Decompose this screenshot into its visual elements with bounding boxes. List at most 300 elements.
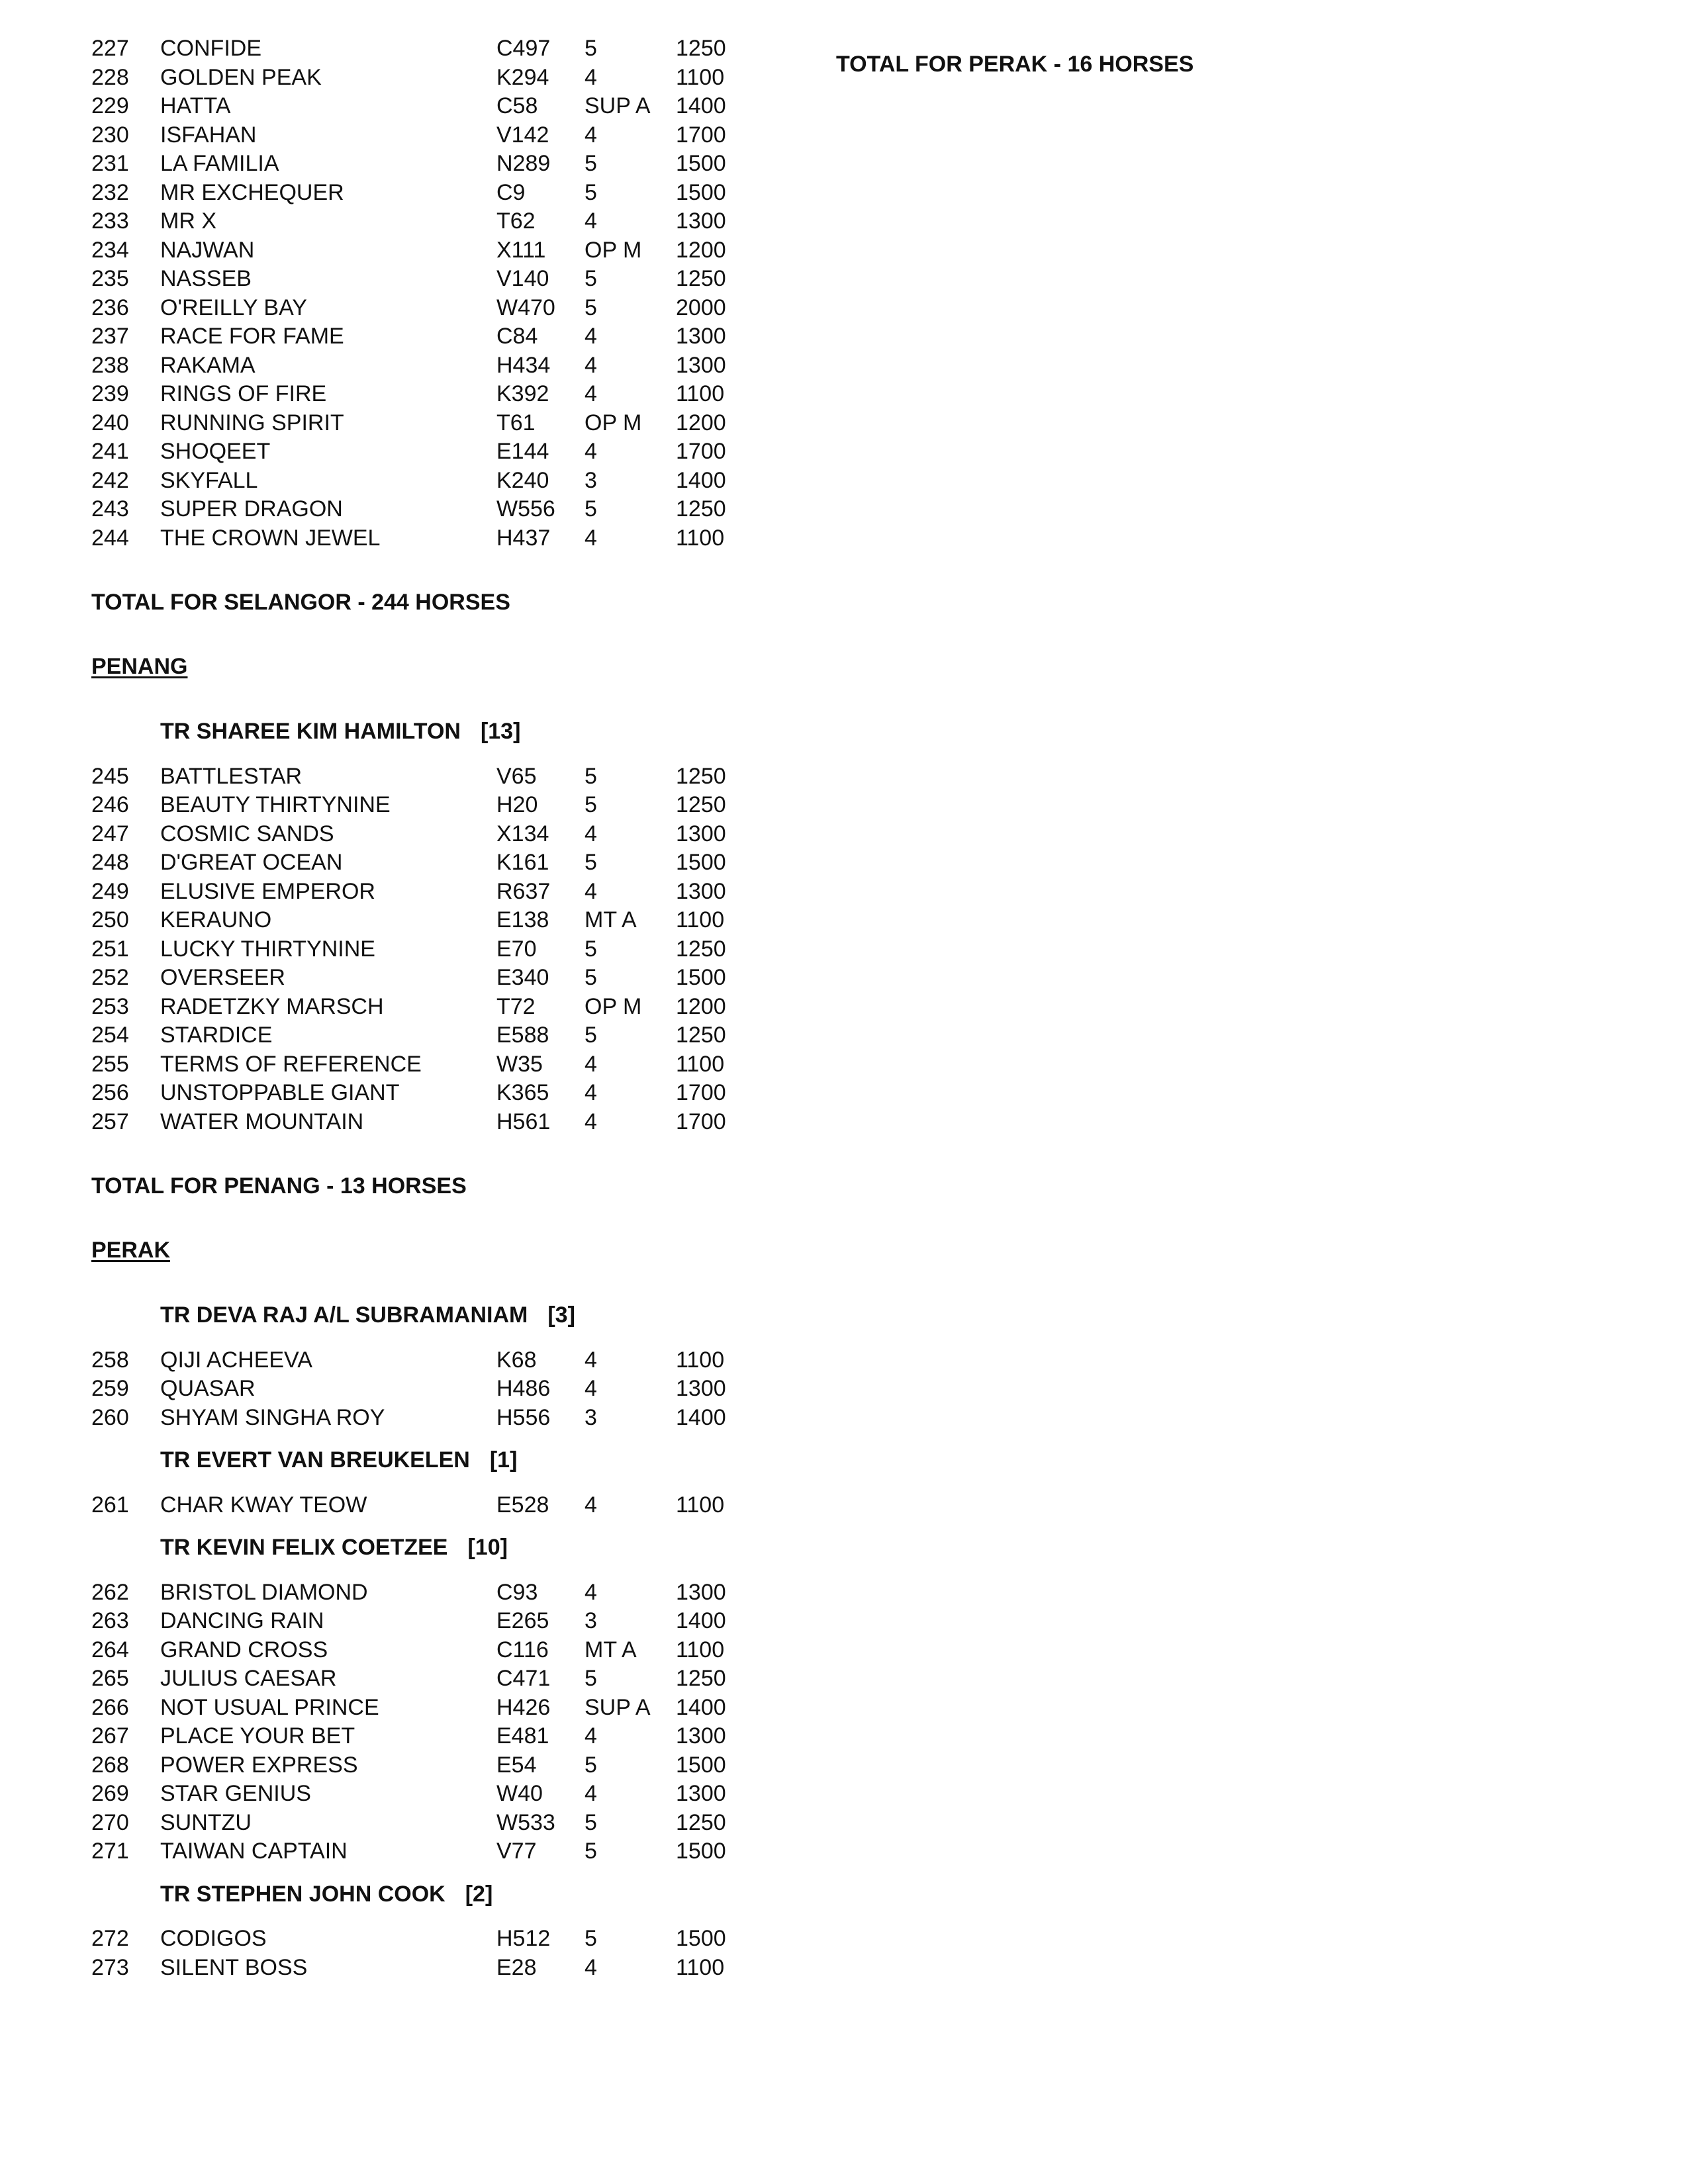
horse-class: 4 xyxy=(585,1376,597,1401)
horse-name: SUNTZU xyxy=(160,1809,252,1835)
horse-distance: 1100 xyxy=(676,907,725,933)
horse-number: 236 xyxy=(91,295,129,320)
trainer-heading xyxy=(91,1880,786,1909)
horse-name: MR EXCHEQUER xyxy=(160,179,344,205)
horse-number: 263 xyxy=(91,1608,129,1633)
horse-number: 254 xyxy=(91,1023,129,1048)
selangor-total: TOTAL FOR SELANGOR - 244 HORSES xyxy=(91,590,510,615)
horse-row xyxy=(91,409,786,438)
horse-code: E54 xyxy=(496,1752,537,1778)
horse-class: OP M xyxy=(585,410,642,435)
horse-code: H20 xyxy=(496,792,538,817)
horse-number: 243 xyxy=(91,496,129,522)
horse-number: 247 xyxy=(91,821,129,846)
horse-distance: 1100 xyxy=(676,381,725,406)
horse-name: GRAND CROSS xyxy=(160,1637,328,1662)
horse-row xyxy=(91,1108,786,1137)
horse-row xyxy=(91,1404,786,1433)
horse-code: T61 xyxy=(496,410,536,435)
horse-name: HATTA xyxy=(160,93,231,118)
horse-number: 246 xyxy=(91,792,129,817)
penang-total: TOTAL FOR PENANG - 13 HORSES xyxy=(91,1173,467,1199)
horse-code: N289 xyxy=(496,151,551,176)
horse-number: 267 xyxy=(91,1723,129,1749)
horse-distance: 1250 xyxy=(676,36,726,61)
horse-number: 264 xyxy=(91,1637,129,1662)
horse-number: 248 xyxy=(91,850,129,875)
horse-code: V140 xyxy=(496,266,549,291)
horse-row xyxy=(91,935,786,964)
horse-row xyxy=(91,467,786,496)
trainer-horse-count: [2] xyxy=(465,1881,493,1907)
horse-row xyxy=(91,878,786,907)
horse-number: 252 xyxy=(91,965,129,990)
horse-number: 268 xyxy=(91,1752,129,1778)
horse-class: 5 xyxy=(585,179,597,205)
horse-class: 5 xyxy=(585,36,597,61)
horse-class: 5 xyxy=(585,1023,597,1048)
horse-name: BEAUTY THIRTYNINE xyxy=(160,792,391,817)
horse-class: 4 xyxy=(585,1954,597,1980)
horse-code: C497 xyxy=(496,36,551,61)
horse-name: MR X xyxy=(160,208,216,234)
horse-name: OVERSEER xyxy=(160,965,285,990)
horse-name: BATTLESTAR xyxy=(160,763,303,789)
horse-code: H437 xyxy=(496,525,551,551)
horse-name: JULIUS CAESAR xyxy=(160,1666,337,1691)
horse-row xyxy=(91,964,786,993)
horse-name: PLACE YOUR BET xyxy=(160,1723,355,1749)
horse-name: QIJI ACHEEVA xyxy=(160,1347,312,1373)
horse-code: V65 xyxy=(496,763,537,789)
horse-class: 4 xyxy=(585,821,597,846)
horse-distance: 1100 xyxy=(676,1051,725,1077)
horse-name: BRISTOL DIAMOND xyxy=(160,1579,368,1605)
horse-code: V77 xyxy=(496,1839,537,1864)
trainer-horse-count: [10] xyxy=(467,1535,508,1560)
horse-row xyxy=(91,820,786,849)
horse-class: 4 xyxy=(585,1723,597,1749)
horse-number: 230 xyxy=(91,122,129,148)
horse-code: W533 xyxy=(496,1809,555,1835)
trainer-name: TR STEPHEN JOHN COOK xyxy=(160,1881,445,1907)
horse-distance: 1500 xyxy=(676,179,726,205)
horse-row xyxy=(91,848,786,878)
horse-code: K161 xyxy=(496,850,549,875)
horse-class: 3 xyxy=(585,1404,597,1430)
horse-class: 3 xyxy=(585,467,597,493)
horse-row xyxy=(91,380,786,409)
horse-name: ISFAHAN xyxy=(160,122,257,148)
horse-distance: 1250 xyxy=(676,792,726,817)
region-heading-penang: PENANG xyxy=(91,653,188,679)
horse-row xyxy=(91,179,786,208)
horse-distance: 1250 xyxy=(676,1666,726,1691)
horse-class: OP M xyxy=(585,993,642,1019)
horse-class: 4 xyxy=(585,64,597,90)
horse-distance: 1300 xyxy=(676,324,726,349)
horse-name: GOLDEN PEAK xyxy=(160,64,322,90)
horse-name: UNSTOPPABLE GIANT xyxy=(160,1080,400,1105)
horse-code: H556 xyxy=(496,1404,551,1430)
horse-code: T62 xyxy=(496,208,536,234)
horse-class: 5 xyxy=(585,496,597,522)
horse-number: 266 xyxy=(91,1694,129,1720)
horse-code: C9 xyxy=(496,179,526,205)
horse-name: TAIWAN CAPTAIN xyxy=(160,1839,348,1864)
horse-row xyxy=(91,265,786,294)
horse-class: SUP A xyxy=(585,93,651,118)
horse-row xyxy=(91,236,786,265)
horse-code: H434 xyxy=(496,352,551,378)
horse-number: 239 xyxy=(91,381,129,406)
horse-name: O'REILLY BAY xyxy=(160,295,307,320)
horse-class: 4 xyxy=(585,1051,597,1077)
horse-number: 244 xyxy=(91,525,129,551)
horse-class: 3 xyxy=(585,1608,597,1633)
horse-number: 241 xyxy=(91,439,129,464)
horse-distance: 1300 xyxy=(676,1579,726,1605)
horse-number: 229 xyxy=(91,93,129,118)
horse-code: E144 xyxy=(496,439,549,464)
region-heading-perak: PERAK xyxy=(91,1237,171,1263)
horse-number: 261 xyxy=(91,1492,129,1518)
trainer-heading xyxy=(91,717,786,747)
horse-class: 5 xyxy=(585,936,597,962)
horse-code: X111 xyxy=(496,237,546,263)
horse-row xyxy=(91,1664,786,1694)
penang-trainer-sections xyxy=(91,681,786,1136)
horse-number: 272 xyxy=(91,1926,129,1951)
horse-row xyxy=(91,906,786,935)
horse-row xyxy=(91,1491,786,1520)
trainer-heading xyxy=(91,1446,786,1475)
horse-code: K365 xyxy=(496,1080,549,1105)
horse-distance: 1500 xyxy=(676,1752,726,1778)
horse-name: SUPER DRAGON xyxy=(160,496,343,522)
trainer-heading xyxy=(91,1533,786,1563)
horse-class: 5 xyxy=(585,295,597,320)
horse-name: CODIGOS xyxy=(160,1926,267,1951)
horse-class: 5 xyxy=(585,792,597,817)
horse-row xyxy=(91,762,786,792)
horse-number: 227 xyxy=(91,36,129,61)
horse-row xyxy=(91,495,786,524)
horse-distance: 1400 xyxy=(676,467,726,493)
horse-distance: 1200 xyxy=(676,410,726,435)
horse-code: E70 xyxy=(496,936,537,962)
horse-name: D'GREAT OCEAN xyxy=(160,850,343,875)
horse-code: C58 xyxy=(496,93,538,118)
horse-name: LUCKY THIRTYNINE xyxy=(160,936,375,962)
horse-name: NASSEB xyxy=(160,266,252,291)
horse-number: 231 xyxy=(91,151,129,176)
horse-name: STAR GENIUS xyxy=(160,1781,311,1806)
horse-class: 4 xyxy=(585,1492,597,1518)
horse-code: H512 xyxy=(496,1926,551,1951)
horse-distance: 1400 xyxy=(676,93,726,118)
horse-class: 5 xyxy=(585,1666,597,1691)
horse-distance: 1700 xyxy=(676,1080,726,1105)
horse-class: 5 xyxy=(585,1752,597,1778)
horse-name: WATER MOUNTAIN xyxy=(160,1109,364,1134)
horse-row xyxy=(91,1722,786,1751)
horse-distance: 1250 xyxy=(676,936,726,962)
horse-name: LA FAMILIA xyxy=(160,151,279,176)
horse-class: 5 xyxy=(585,1839,597,1864)
horse-distance: 1300 xyxy=(676,1723,726,1749)
horse-class: 4 xyxy=(585,439,597,464)
horse-class: 4 xyxy=(585,1080,597,1105)
horse-distance: 1400 xyxy=(676,1404,726,1430)
trainer-name: TR EVERT VAN BREUKELEN xyxy=(160,1447,470,1473)
horse-code: K392 xyxy=(496,381,549,406)
horse-number: 238 xyxy=(91,352,129,378)
horse-number: 265 xyxy=(91,1666,129,1691)
horse-distance: 2000 xyxy=(676,295,726,320)
horse-number: 245 xyxy=(91,763,129,789)
horse-row xyxy=(91,294,786,323)
horse-code: E138 xyxy=(496,907,549,933)
horse-number: 242 xyxy=(91,467,129,493)
horse-name: DANCING RAIN xyxy=(160,1608,324,1633)
horse-distance: 1400 xyxy=(676,1694,726,1720)
horse-code: K294 xyxy=(496,64,549,90)
horse-code: C471 xyxy=(496,1666,551,1691)
horse-number: 249 xyxy=(91,878,129,904)
horse-name: ELUSIVE EMPEROR xyxy=(160,878,375,904)
selangor-horse-list xyxy=(91,34,786,553)
horse-name: NOT USUAL PRINCE xyxy=(160,1694,379,1720)
horse-row xyxy=(91,207,786,236)
horse-class: 4 xyxy=(585,1579,597,1605)
horse-distance: 1700 xyxy=(676,439,726,464)
horse-class: OP M xyxy=(585,237,642,263)
horse-name: RAKAMA xyxy=(160,352,256,378)
horse-code: H561 xyxy=(496,1109,551,1134)
horse-class: 5 xyxy=(585,151,597,176)
horse-number: 255 xyxy=(91,1051,129,1077)
horse-code: C93 xyxy=(496,1579,538,1605)
horse-row xyxy=(91,34,786,64)
horse-code: C84 xyxy=(496,324,538,349)
horse-row xyxy=(91,1578,786,1608)
trainer-name: TR SHAREE KIM HAMILTON xyxy=(160,719,461,744)
trainer-horse-count: [3] xyxy=(547,1302,575,1328)
horse-class: 5 xyxy=(585,266,597,291)
horse-class: SUP A xyxy=(585,1694,651,1720)
horse-row xyxy=(91,1050,786,1079)
horse-code: E28 xyxy=(496,1954,537,1980)
horse-code: E588 xyxy=(496,1023,549,1048)
horse-name: NAJWAN xyxy=(160,237,255,263)
horse-name: COSMIC SANDS xyxy=(160,821,334,846)
horse-name: QUASAR xyxy=(160,1376,256,1401)
horse-distance: 1300 xyxy=(676,821,726,846)
horse-row xyxy=(91,1346,786,1375)
horse-row xyxy=(91,1780,786,1809)
horse-code: H426 xyxy=(496,1694,551,1720)
horse-row xyxy=(91,1607,786,1636)
horse-name: RADETZKY MARSCH xyxy=(160,993,384,1019)
horse-number: 273 xyxy=(91,1954,129,1980)
horse-distance: 1500 xyxy=(676,965,726,990)
horse-number: 251 xyxy=(91,936,129,962)
horse-number: 271 xyxy=(91,1839,129,1864)
trainer-heading xyxy=(91,1301,786,1330)
horse-name: SHYAM SINGHA ROY xyxy=(160,1404,385,1430)
horse-class: 4 xyxy=(585,1781,597,1806)
horse-distance: 1700 xyxy=(676,1109,726,1134)
horse-name: SILENT BOSS xyxy=(160,1954,308,1980)
horse-class: 5 xyxy=(585,1809,597,1835)
horse-number: 269 xyxy=(91,1781,129,1806)
horse-distance: 1250 xyxy=(676,1809,726,1835)
horse-class: 4 xyxy=(585,878,597,904)
horse-number: 258 xyxy=(91,1347,129,1373)
horse-name: POWER EXPRESS xyxy=(160,1752,358,1778)
horse-distance: 1300 xyxy=(676,1781,726,1806)
horse-number: 234 xyxy=(91,237,129,263)
horse-distance: 1500 xyxy=(676,151,726,176)
horse-number: 257 xyxy=(91,1109,129,1134)
horse-row xyxy=(91,1636,786,1665)
trainer-horse-count: [1] xyxy=(489,1447,518,1473)
horse-class: 5 xyxy=(585,763,597,789)
horse-class: 4 xyxy=(585,352,597,378)
horse-name: CONFIDE xyxy=(160,36,261,61)
horse-distance: 1100 xyxy=(676,64,725,90)
horse-code: V142 xyxy=(496,122,549,148)
horse-row xyxy=(91,1925,786,1954)
horse-row xyxy=(91,1954,786,1983)
horse-class: 4 xyxy=(585,381,597,406)
trainer-horse-count: [13] xyxy=(480,719,521,744)
horse-distance: 1500 xyxy=(676,1926,726,1951)
horse-number: 240 xyxy=(91,410,129,435)
horse-code: H486 xyxy=(496,1376,551,1401)
horse-row xyxy=(91,1837,786,1866)
horse-listing-column xyxy=(91,34,786,1982)
horse-distance: 1300 xyxy=(676,1376,726,1401)
horse-code: K240 xyxy=(496,467,549,493)
horse-row xyxy=(91,1079,786,1108)
perak-total: TOTAL FOR PERAK - 16 HORSES xyxy=(836,52,1194,77)
horse-number: 233 xyxy=(91,208,129,234)
horse-row xyxy=(91,1809,786,1838)
horse-code: W40 xyxy=(496,1781,543,1806)
horse-row xyxy=(91,791,786,820)
horse-class: MT A xyxy=(585,907,637,933)
horse-class: 5 xyxy=(585,965,597,990)
horse-code: K68 xyxy=(496,1347,537,1373)
horse-distance: 1400 xyxy=(676,1608,726,1633)
horse-name: STARDICE xyxy=(160,1023,273,1048)
horse-number: 270 xyxy=(91,1809,129,1835)
horse-distance: 1200 xyxy=(676,237,726,263)
horse-row xyxy=(91,993,786,1022)
horse-number: 262 xyxy=(91,1579,129,1605)
horse-distance: 1100 xyxy=(676,1954,725,1980)
horse-code: E481 xyxy=(496,1723,549,1749)
horse-name: KERAUNO xyxy=(160,907,272,933)
horse-distance: 1700 xyxy=(676,122,726,148)
horse-number: 256 xyxy=(91,1080,129,1105)
horse-row xyxy=(91,322,786,351)
horse-number: 259 xyxy=(91,1376,129,1401)
horse-name: RUNNING SPIRIT xyxy=(160,410,344,435)
horse-row xyxy=(91,351,786,381)
horse-distance: 1500 xyxy=(676,850,726,875)
horse-code: E528 xyxy=(496,1492,549,1518)
horse-name: CHAR KWAY TEOW xyxy=(160,1492,367,1518)
horse-code: W470 xyxy=(496,295,555,320)
horse-distance: 1100 xyxy=(676,1347,725,1373)
horse-class: 4 xyxy=(585,122,597,148)
horse-distance: 1100 xyxy=(676,1637,725,1662)
horse-class: 4 xyxy=(585,525,597,551)
horse-row xyxy=(91,1021,786,1050)
perak-trainer-sections xyxy=(91,1265,786,1982)
horse-number: 232 xyxy=(91,179,129,205)
horse-class: 4 xyxy=(585,208,597,234)
horse-distance: 1300 xyxy=(676,208,726,234)
horse-distance: 1250 xyxy=(676,763,726,789)
horse-code: X134 xyxy=(496,821,549,846)
horse-distance: 1300 xyxy=(676,352,726,378)
horse-number: 237 xyxy=(91,324,129,349)
horse-number: 260 xyxy=(91,1404,129,1430)
horse-number: 228 xyxy=(91,64,129,90)
horse-row xyxy=(91,524,786,553)
horse-name: SHOQEET xyxy=(160,439,271,464)
horse-row xyxy=(91,1694,786,1723)
horse-distance: 1250 xyxy=(676,1023,726,1048)
horse-code: W35 xyxy=(496,1051,543,1077)
horse-number: 253 xyxy=(91,993,129,1019)
horse-distance: 1250 xyxy=(676,266,726,291)
horse-class: 5 xyxy=(585,1926,597,1951)
horse-row xyxy=(91,150,786,179)
horse-distance: 1100 xyxy=(676,1492,725,1518)
horse-class: 5 xyxy=(585,850,597,875)
horse-distance: 1250 xyxy=(676,496,726,522)
horse-class: 4 xyxy=(585,1347,597,1373)
horse-name: THE CROWN JEWEL xyxy=(160,525,381,551)
horse-distance: 1200 xyxy=(676,993,726,1019)
horse-class: 4 xyxy=(585,324,597,349)
horse-name: TERMS OF REFERENCE xyxy=(160,1051,422,1077)
horse-distance: 1500 xyxy=(676,1839,726,1864)
horse-name: SKYFALL xyxy=(160,467,258,493)
horse-row xyxy=(91,1375,786,1404)
horse-code: E265 xyxy=(496,1608,549,1633)
horse-distance: 1300 xyxy=(676,878,726,904)
horse-row xyxy=(91,92,786,121)
horse-name: RINGS OF FIRE xyxy=(160,381,327,406)
horse-class: 4 xyxy=(585,1109,597,1134)
horse-row xyxy=(91,437,786,467)
trainer-name: TR DEVA RAJ A/L SUBRAMANIAM xyxy=(160,1302,528,1328)
horse-code: W556 xyxy=(496,496,555,522)
horse-row xyxy=(91,121,786,150)
horse-distance: 1100 xyxy=(676,525,725,551)
horse-code: T72 xyxy=(496,993,536,1019)
horse-row xyxy=(91,64,786,93)
horse-code: R637 xyxy=(496,878,551,904)
trainer-name: TR KEVIN FELIX COETZEE xyxy=(160,1535,448,1560)
horse-name: RACE FOR FAME xyxy=(160,324,344,349)
